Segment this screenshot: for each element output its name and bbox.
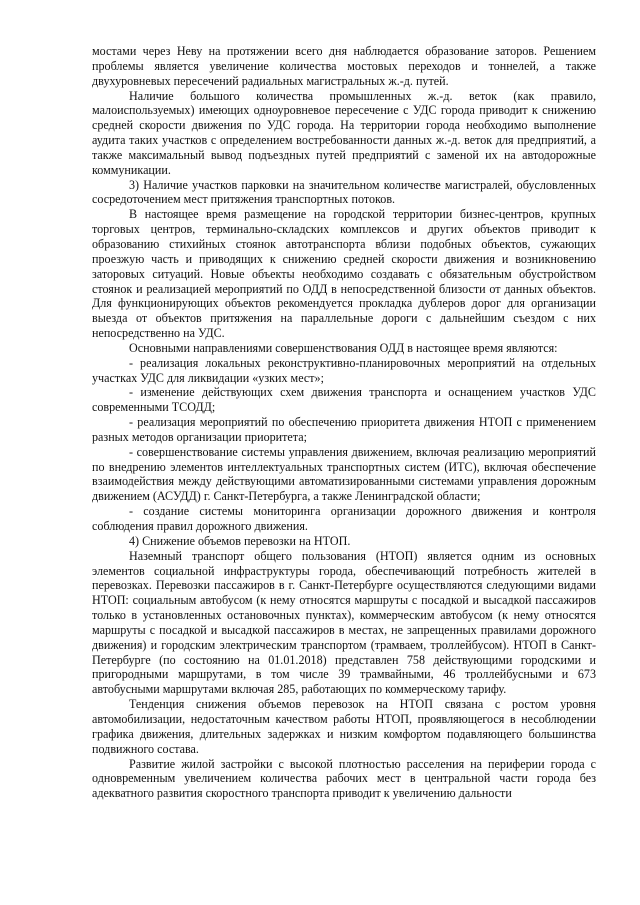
list-item-3: - реализация мероприятий по обеспечению приоритета движения НТОП с применением разных методов организации приоритета;	[92, 415, 596, 444]
document-page	[92, 44, 596, 801]
paragraph-2: Наличие большого количества промышленных ж.-д. веток (как правило, малоиспользуемых) имеющих одноуровневое пересечение с УДС города приводит к снижению средней скорости движения по УДС города. На территории города необходимо выполнение аудита таких участков с определением востребованности данных ж.-д. веток для предприятий, а также максимальный вывод подъездных путей предприятий с заменой их на автодорожные коммуникации.	[92, 88, 596, 177]
paragraph-9: Развитие жилой застройки с высокой плотностью расселения на периферии города с одновременным увеличением количества рабочих мест в центральной части города без адекватного развития скоростного транспорта приводит к увеличению дальности	[92, 756, 596, 801]
paragraph-7: Наземный транспорт общего пользования (НТОП) является одним из основных элементов социальной инфраструктуры города, обеспечивающий потребность жителей в перевозках. Перевозки пассажиров в г. Санкт-Петербурге осуществляются следующими видами НТОП: социальным автобусом (к нему относятся маршруты с посадкой и высадкой пассажиров только в установленных остановочных пунктах), коммерческим автобусом (к нему относятся маршруты с посадкой и высадкой пассажиров в местах, не запрещенных правилами дорожного движения) и городским электрическим транспортом (трамваем, троллейбусом). НТОП в Санкт-Петербурге (по состоянию на 01.01.2018) представлен 758 действующими городскими и пригородными маршрутами, в том числе 39 трамвайными, 46 троллейбусными и 673 автобусными маршрутами включая 285, работающих по коммерческому тарифу.	[92, 548, 596, 697]
paragraph-4: В настоящее время размещение на городской территории бизнес-центров, крупных торговых центров, терминально-складских комплексов и других объектов приводит к образованию стихийных стоянок автотранспорта вблизи подобных объектов, сужающих проезжую часть и приводящих к снижению средней скорости движения и возникновению заторовых ситуаций. Новые объекты необходимо создавать с обязательным обустройством стоянок и реализацией мероприятий по ОДД в непосредственной близости от данных объектов. Для функционирующих объектов рекомендуется прокладка дублеров дорог для организации выезда от объектов притяжения на параллельные дороги с дальнейшим съездом с них непосредственно на УДС.	[92, 207, 596, 341]
list-item-1: - реализация локальных реконструктивно-планировочных мероприятий на отдельных участках УДС для ликвидации «узких мест»;	[92, 355, 596, 385]
list-item-2: - изменение действующих схем движения транспорта и оснащением участков УДС современными ТСОДД;	[92, 385, 596, 415]
list-item-4: - совершенствование системы управления движением, включая реализацию мероприятий по внедрению элементов интеллектуальных транспортных систем (ИТС), включая обеспечение взаимодействия между действующими автоматизированными системами управления дорожным движением (АСУДД) г. Санкт-Петербурга, а также Ленинградской области;	[92, 444, 596, 504]
list-item-5: - создание системы мониторинга организации дорожного движения и контроля соблюдения правил дорожного движения.	[92, 504, 596, 533]
paragraph-5: Основными направлениями совершенствования ОДД в настоящее время являются:	[129, 340, 558, 355]
paragraph-1: мостами через Неву на протяжении всего дня наблюдается образование заторов. Решением проблемы является увеличение количества мостовых переходов и тоннелей, а также двухуровневых пересечений радиальных магистральных ж.-д. путей.	[92, 44, 596, 88]
paragraph-8: Тенденция снижения объемов перевозок на НТОП связана с ростом уровня автомобилизации, недостаточным качеством работы НТОП, проявляющегося в несоблюдении графика движения, длительных задержках и низким комфортом подавляющего большинства подвижного состава.	[92, 697, 596, 756]
paragraph-6: 4) Снижение объемов перевозки на НТОП.	[129, 533, 351, 548]
paragraph-3: 3) Наличие участков парковки на значительном количестве магистралей, обусловленных сосредоточением мест притяжения транспортных потоков.	[92, 177, 596, 207]
